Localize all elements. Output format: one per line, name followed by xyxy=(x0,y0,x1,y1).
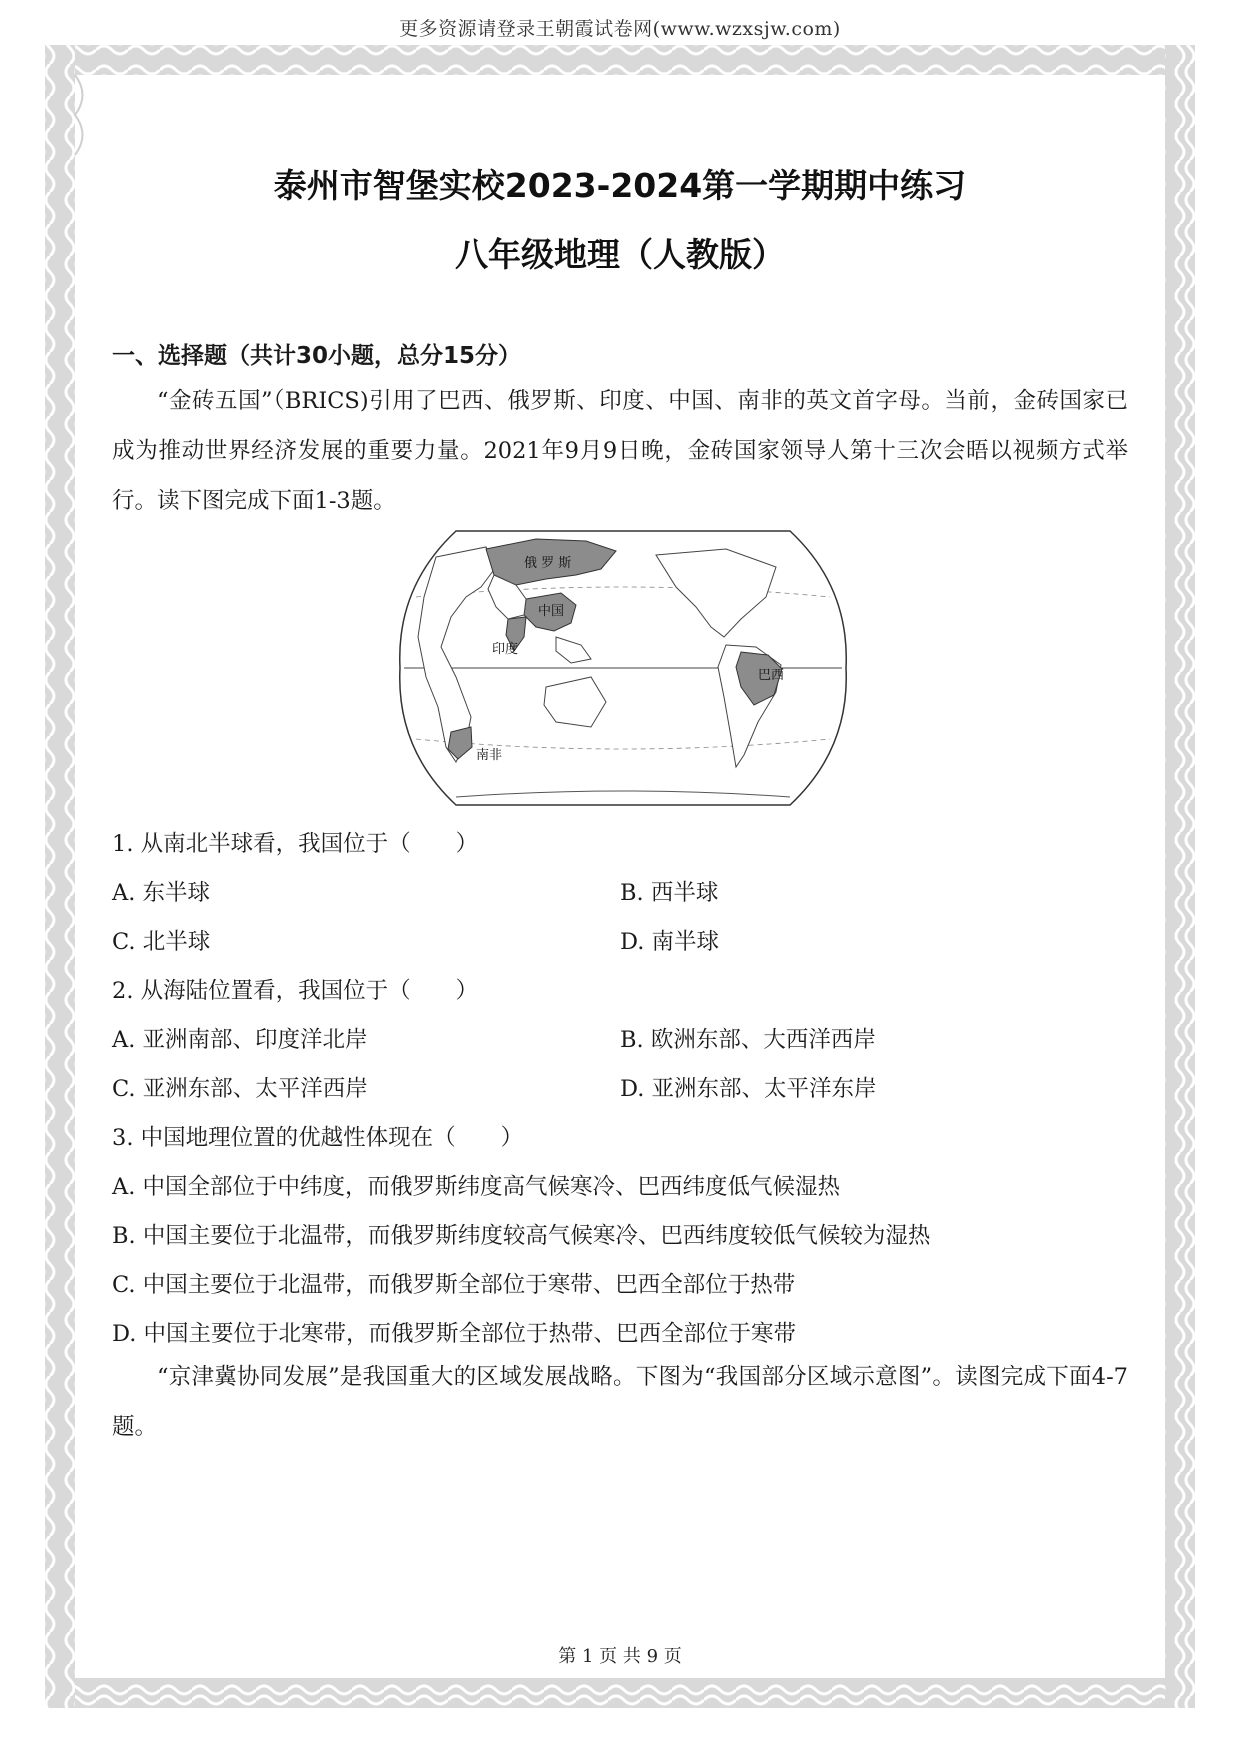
q3-option-b[interactable]: B. 中国主要位于北温带，而俄罗斯纬度较高气候寒冷、巴西纬度较低气候较为湿热 xyxy=(112,1223,931,1249)
question-3-stem: 3. 中国地理位置的优越性体现在（ ） xyxy=(112,1125,524,1151)
world-map-figure xyxy=(396,527,850,809)
q1-option-a[interactable]: A. 东半球 xyxy=(112,880,211,906)
q2-option-a[interactable]: A. 亚洲南部、印度洋北岸 xyxy=(112,1027,368,1053)
question-1-stem: 1. 从南北半球看，我国位于（ ） xyxy=(112,831,479,857)
q2-option-d[interactable]: D. 亚洲东部、太平洋东岸 xyxy=(620,1076,877,1102)
page-number: 第 1 页 共 9 页 xyxy=(558,1646,682,1667)
second-paragraph: “京津冀协同发展”是我国重大的区域发展战略。下图为“我国部分区域示意图”。读图完成下面4-7题。 xyxy=(112,1364,1128,1440)
q1-option-b[interactable]: B. 西半球 xyxy=(620,880,719,906)
q1-option-d[interactable]: D. 南半球 xyxy=(620,929,720,955)
label-china: 中国 xyxy=(538,604,565,619)
q1-option-c[interactable]: C. 北半球 xyxy=(112,929,211,955)
intro-paragraph: “金砖五国”（BRICS)引用了巴西、俄罗斯、印度、中国、南非的英文首字母。当前，金砖国家已成为推动世界经济发展的重要力量。2021年9月9日晚，金砖国家领导人第十三次会晤以视频方式举行。读下图完成下面1-3题。 xyxy=(112,388,1128,514)
label-russia: 俄 罗 斯 xyxy=(524,556,572,571)
page-subtitle: 八年级地理（人教版） xyxy=(455,235,785,274)
q2-option-b[interactable]: B. 欧洲东部、大西洋西岸 xyxy=(620,1027,876,1053)
q3-option-a[interactable]: A. 中国全部位于中纬度，而俄罗斯纬度高气候寒冷、巴西纬度低气候湿热 xyxy=(112,1174,841,1200)
section-heading: 一、选择题（共计30小题，总分15分） xyxy=(112,343,522,369)
q3-option-d[interactable]: D. 中国主要位于北寒带，而俄罗斯全部位于热带、巴西全部位于寒带 xyxy=(112,1321,797,1347)
label-india: 印度 xyxy=(492,642,519,657)
question-2-stem: 2. 从海陆位置看，我国位于（ ） xyxy=(112,978,479,1004)
label-south-africa: 南非 xyxy=(476,748,503,763)
q3-option-c[interactable]: C. 中国主要位于北温带，而俄罗斯全部位于寒带、巴西全部位于热带 xyxy=(112,1272,796,1298)
label-brazil: 巴西 xyxy=(758,668,785,683)
page-title: 泰州市智堡实校2023-2024第一学期期中练习 xyxy=(273,166,967,205)
q2-option-c[interactable]: C. 亚洲东部、太平洋西岸 xyxy=(112,1076,368,1102)
site-banner: 更多资源请登录王朝霞试卷网(www.wzxsjw.com) xyxy=(399,18,841,40)
